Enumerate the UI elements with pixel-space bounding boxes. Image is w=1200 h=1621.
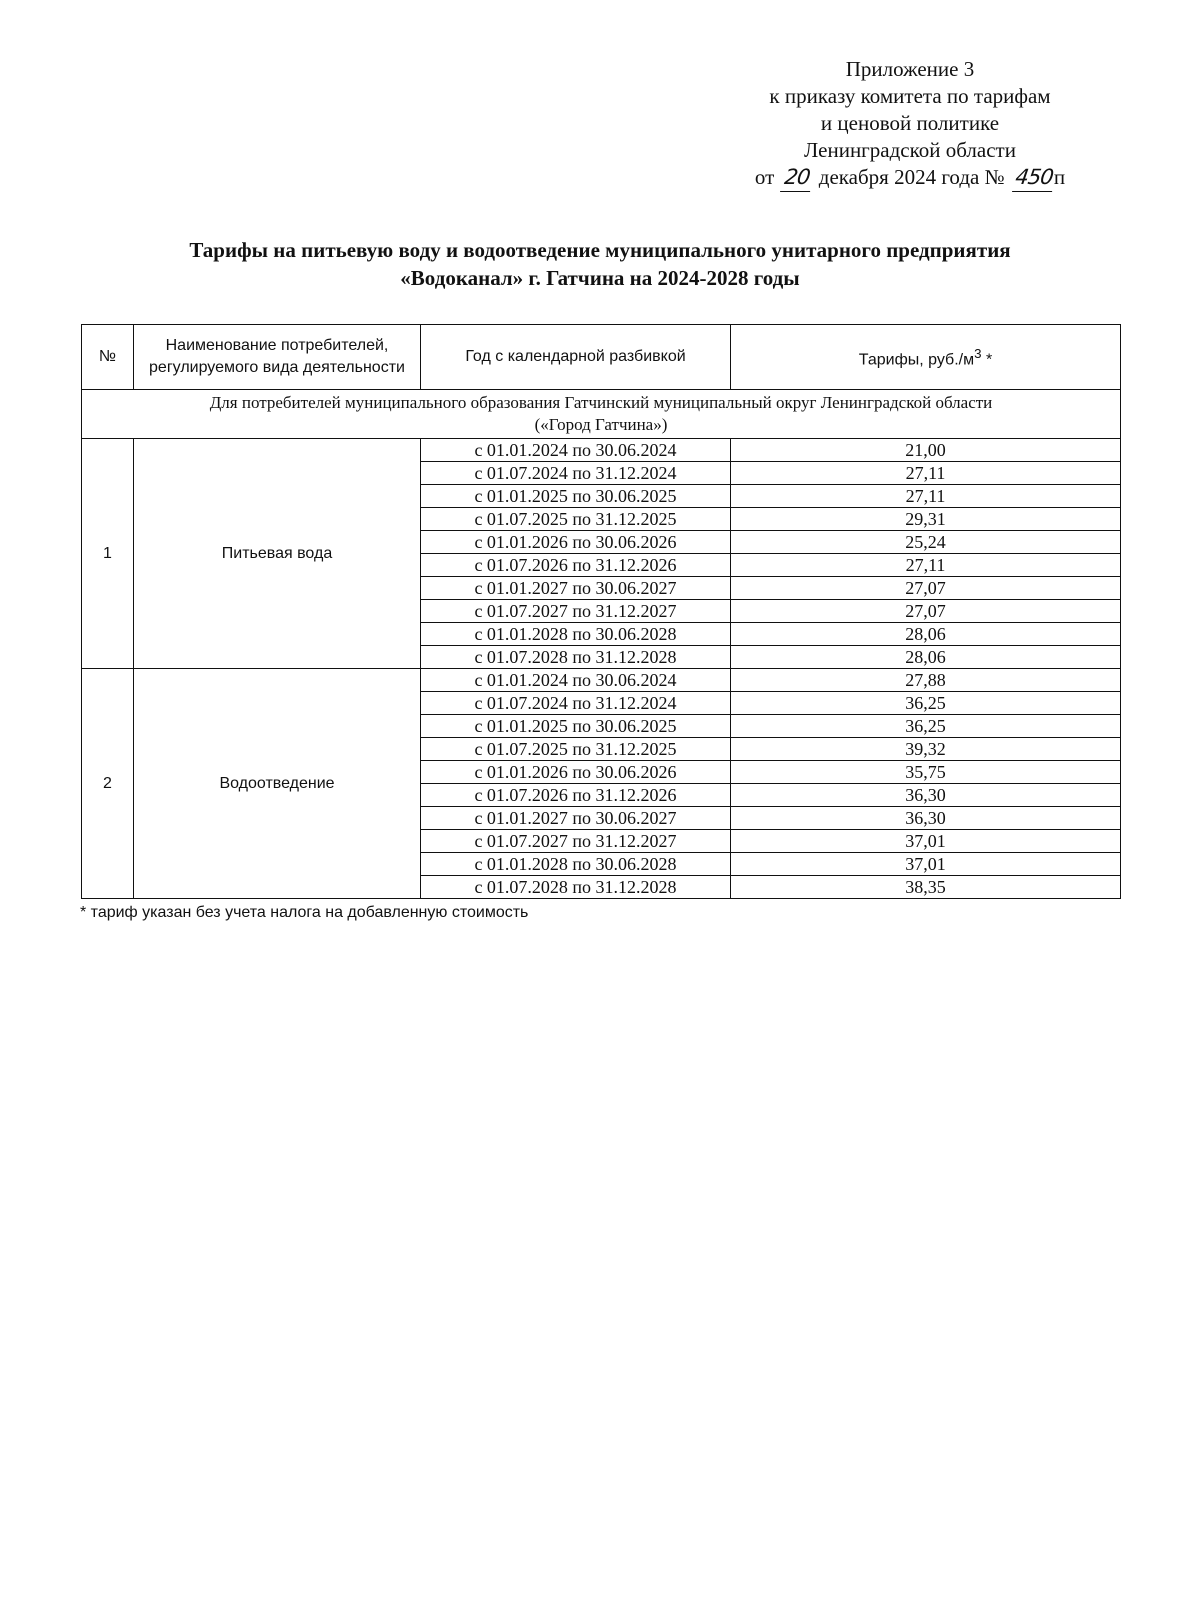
period-cell: с 01.07.2027 по 31.12.2027 (421, 600, 731, 623)
header-tariff (731, 325, 1121, 390)
header-consumer-name: Наименование потребителей, регулируемого вида деятельности (134, 325, 421, 390)
service-number: 2 (82, 669, 134, 899)
title-line: Тарифы на питьевую воду и водоотведение муниципального унитарного предприятия (189, 238, 1011, 262)
period-cell: с 01.01.2028 по 30.06.2028 (421, 853, 731, 876)
order-suffix: п (1053, 165, 1066, 189)
appendix-line: и ценовой политике (820, 111, 1000, 135)
title-line: «Водоканал» г. Гатчина на 2024-2028 годы (400, 266, 800, 290)
tariff-value-cell: 27,11 (731, 485, 1121, 508)
period-cell: с 01.01.2025 по 30.06.2025 (421, 485, 731, 508)
tariff-value-cell: 21,00 (731, 439, 1121, 462)
period-cell: с 01.01.2027 по 30.06.2027 (421, 577, 731, 600)
tariff-value-cell: 36,30 (731, 807, 1121, 830)
tariff-value-cell: 27,88 (731, 669, 1121, 692)
tariff-value-cell: 39,32 (731, 738, 1121, 761)
group-title-cell (82, 390, 1121, 439)
table-row (82, 669, 1121, 692)
table-row (82, 439, 1121, 462)
group-title-line: Для потребителей муниципального образования Гатчинский муниципальный округ Ленинградской области (209, 393, 993, 412)
appendix-block (700, 56, 1120, 192)
header-tariff-label: Тарифы, руб./м (858, 351, 975, 369)
period-cell: с 01.07.2024 по 31.12.2024 (421, 462, 731, 485)
tariff-value-cell: 28,06 (731, 646, 1121, 669)
tariff-value-cell: 36,25 (731, 715, 1121, 738)
period-cell: с 01.01.2025 по 30.06.2025 (421, 715, 731, 738)
header-number: № (82, 325, 134, 390)
footnote: * тариф указан без учета налога на добавленную стоимость (80, 904, 529, 921)
period-cell: с 01.01.2024 по 30.06.2024 (421, 669, 731, 692)
period-cell: с 01.07.2028 по 31.12.2028 (421, 876, 731, 899)
tariff-value-cell: 38,35 (731, 876, 1121, 899)
tariff-value-cell: 27,11 (731, 554, 1121, 577)
service-name: Водоотведение (134, 669, 421, 899)
tariff-table (81, 324, 1121, 899)
period-cell: с 01.07.2025 по 31.12.2025 (421, 508, 731, 531)
period-cell: с 01.01.2026 по 30.06.2026 (421, 761, 731, 784)
period-cell: с 01.01.2027 по 30.06.2027 (421, 807, 731, 830)
date-month-year: декабря 2024 года № (818, 165, 1005, 189)
header-tariff-superscript: 3 (974, 345, 982, 361)
group-title-line: («Город Гатчина») (534, 415, 668, 434)
group-title-row (82, 390, 1121, 439)
header-period: Год с календарной разбивкой (421, 325, 731, 390)
appendix-date-line (700, 164, 1120, 192)
tariff-value-cell: 25,24 (731, 531, 1121, 554)
handwritten-order-number: 450 (1012, 164, 1056, 192)
service-number: 1 (82, 439, 134, 669)
tariff-value-cell: 27,11 (731, 462, 1121, 485)
period-cell: с 01.07.2024 по 31.12.2024 (421, 692, 731, 715)
tariff-value-cell: 36,30 (731, 784, 1121, 807)
header-tariff-mark: * (981, 351, 993, 369)
period-cell: с 01.07.2025 по 31.12.2025 (421, 738, 731, 761)
tariff-value-cell: 37,01 (731, 830, 1121, 853)
table-header-row (82, 325, 1121, 390)
service-name: Питьевая вода (134, 439, 421, 669)
period-cell: с 01.07.2026 по 31.12.2026 (421, 554, 731, 577)
date-prefix: от (754, 165, 775, 189)
appendix-line: Ленинградской области (804, 138, 1016, 162)
appendix-line: к приказу комитета по тарифам (769, 84, 1051, 108)
handwritten-day: 20 (780, 164, 814, 192)
period-cell: с 01.01.2024 по 30.06.2024 (421, 439, 731, 462)
tariff-value-cell: 27,07 (731, 577, 1121, 600)
document-title (80, 236, 1120, 292)
tariff-value-cell: 29,31 (731, 508, 1121, 531)
period-cell: с 01.07.2026 по 31.12.2026 (421, 784, 731, 807)
tariff-value-cell: 35,75 (731, 761, 1121, 784)
tariff-value-cell: 37,01 (731, 853, 1121, 876)
tariff-value-cell: 27,07 (731, 600, 1121, 623)
period-cell: с 01.07.2028 по 31.12.2028 (421, 646, 731, 669)
tariff-value-cell: 28,06 (731, 623, 1121, 646)
period-cell: с 01.07.2027 по 31.12.2027 (421, 830, 731, 853)
tariff-value-cell: 36,25 (731, 692, 1121, 715)
period-cell: с 01.01.2026 по 30.06.2026 (421, 531, 731, 554)
period-cell: с 01.01.2028 по 30.06.2028 (421, 623, 731, 646)
appendix-line: Приложение 3 (845, 57, 975, 81)
